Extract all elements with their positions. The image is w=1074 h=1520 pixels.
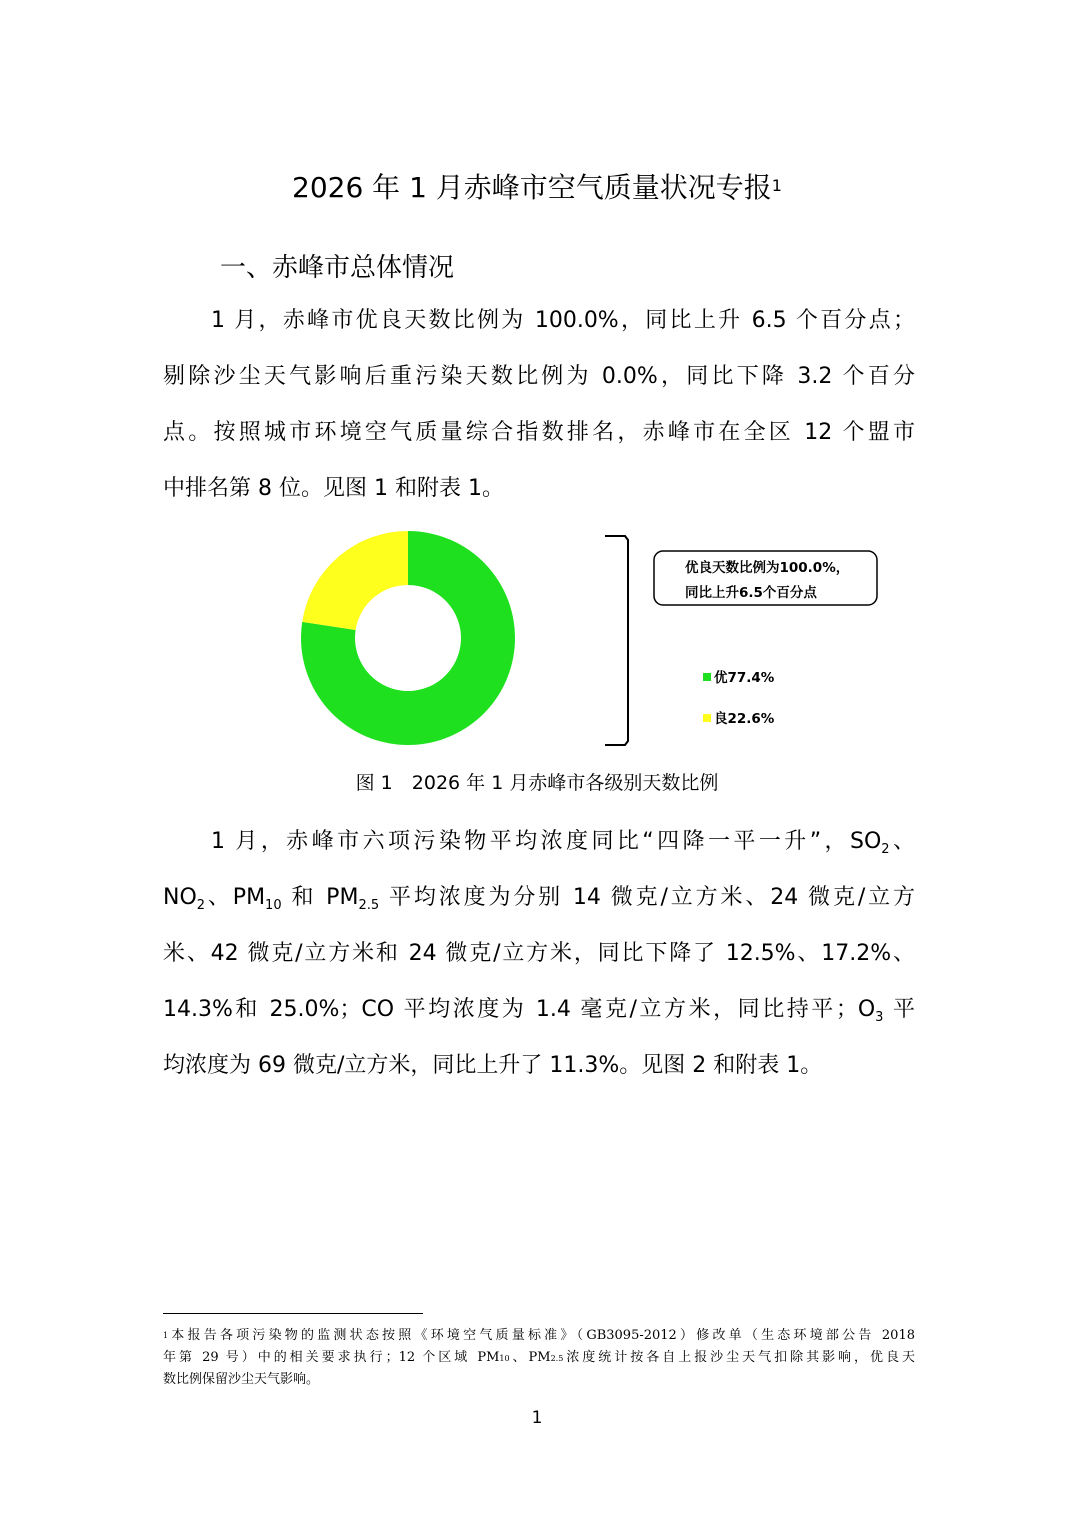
paragraph-line: 点。按照城市环境空气质量综合指数排名，赤峰市在全区 12 个盟市 [163, 420, 915, 445]
paragraph-line: 中排名第 8 位。见图 1 和附表 1。 [163, 476, 504, 501]
page-title: 2026 年 1 月赤峰市空气质量状况专报$^1$ [292, 171, 782, 204]
legend-label-good: 良22.6% [714, 711, 775, 727]
paragraph-line: 均浓度为 69 微克/立方米，同比上升了 11.3%。见图 2 和附表 1。 [163, 1053, 823, 1078]
paragraph-line: 剔除沙尘天气影响后重污染天数比例为 0.0%，同比下降 3.2 个百分 [163, 364, 915, 389]
callout-line: 优良天数比例为100.0%， [685, 560, 850, 576]
paragraph-line: 1 月，赤峰市六项污染物平均浓度同比“四降一平一升”，$SO_2$、 [211, 829, 915, 857]
legend-label-excellent: 优77.4% [714, 670, 775, 686]
footnote-line: 年第 29 号）中的相关要求执行；12 个区域 PM10、PM2.5浓度统计按各自上报沙尘天气扣除其影响，优良天 [163, 1350, 915, 1365]
bracket-line [605, 536, 628, 745]
donut-chart [280, 525, 920, 755]
chart-svg [280, 525, 920, 755]
paragraph-line: 米、42 微克/立方米和 24 微克/立方米，同比下降了 12.5%、17.2%、 [163, 941, 915, 966]
legend-swatch-excellent [703, 673, 711, 681]
callout-line: 同比上升6.5个百分点 [685, 585, 817, 601]
donut-slices [301, 531, 515, 745]
donut-slice-good [302, 531, 408, 630]
page-number: 1 [531, 1408, 543, 1428]
legend-swatch-good [703, 714, 711, 722]
footnote-line: $^1$本报告各项污染物的监测状态按照《环境空气质量标准》（GB3095-2012）修改单（生态环境部公告 2018 [163, 1328, 915, 1343]
footnote-ref: 1 [771, 176, 782, 195]
footnote-line: 数比例保留沙尘天气影响。 [163, 1372, 320, 1387]
paragraph-line: 14.3%和 25.0%；CO 平均浓度为 1.4 毫克/立方米，同比持平；$O_3$ 平 [163, 997, 915, 1025]
figure-caption: 图 1 2026 年 1 月赤峰市各级别天数比例 [355, 772, 719, 794]
paragraph-line: $NO_2$、$PM_{10}$ 和 $PM_{2.5}$ 平均浓度为分别 14 微克/立方米、24 微克/立方 [163, 885, 915, 913]
section-heading: 一、赤峰市总体情况 [220, 253, 455, 283]
paragraph-line: 1 月，赤峰市优良天数比例为 100.0%，同比上升 6.5 个百分点； [211, 308, 915, 333]
footnote-divider [163, 1313, 423, 1314]
